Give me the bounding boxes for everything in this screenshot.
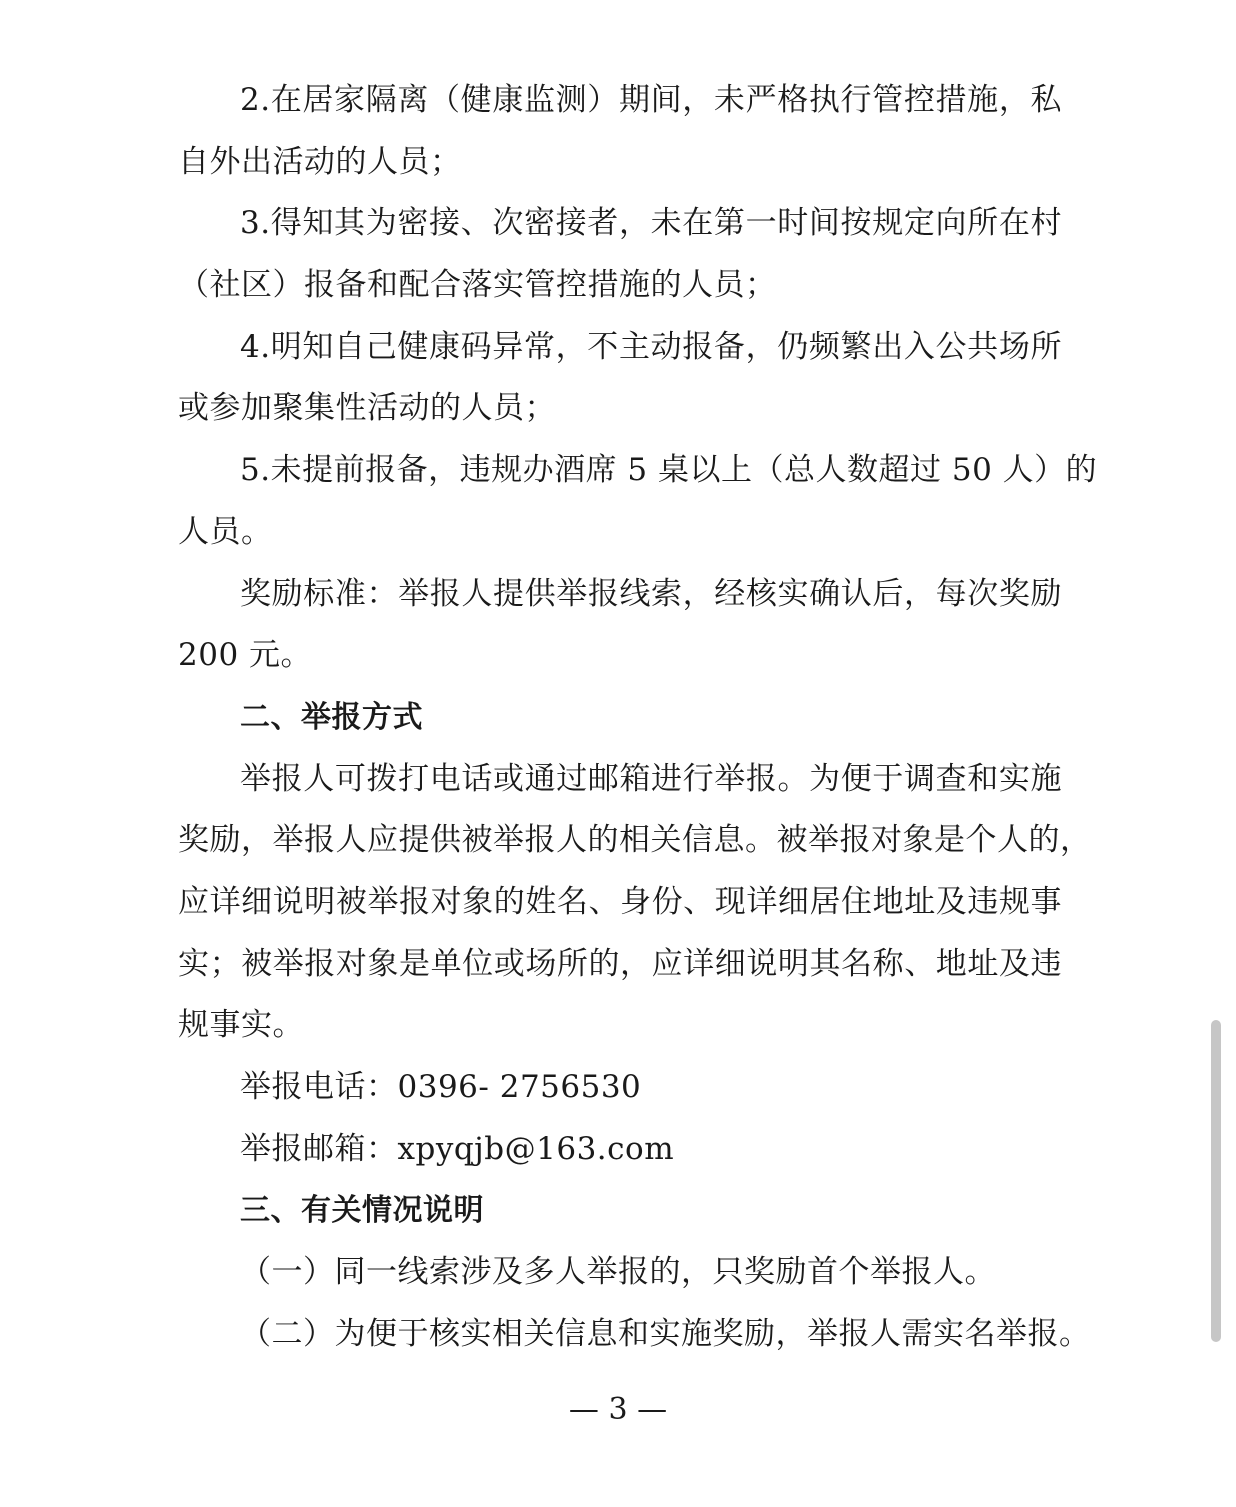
item-3-line-2: （社区）报备和配合落实管控措施的人员； bbox=[178, 267, 777, 304]
section-3-heading: 三、有关情况说明 bbox=[240, 1193, 484, 1229]
item-3-line-1: 3.得知其为密接、次密接者，未在第一时间按规定向所在村 bbox=[240, 205, 1062, 242]
method-line-4: 实；被举报对象是单位或场所的，应详细说明其名称、地址及违 bbox=[178, 945, 1062, 982]
method-line-1: 举报人可拨打电话或通过邮箱进行举报。为便于调查和实施 bbox=[240, 760, 1062, 797]
item-5-line-1: 5.未提前报备，违规办酒席 5 桌以上（总人数超过 50 人）的 bbox=[240, 452, 1098, 489]
method-line-5: 规事实。 bbox=[178, 1007, 304, 1044]
item-2-line-1: 2.在居家隔离（健康监测）期间，未严格执行管控措施，私 bbox=[240, 82, 1062, 118]
item-4-line-2: 或参加聚集性活动的人员； bbox=[178, 390, 556, 427]
section-2-heading: 二、举报方式 bbox=[240, 699, 423, 735]
reward-line-1: 奖励标准：举报人提供举报线索，经核实确认后，每次奖励 bbox=[240, 575, 1062, 612]
phone-line: 举报电话：0396- 2756530 bbox=[240, 1069, 642, 1105]
page-number: — 3 — bbox=[568, 1392, 668, 1427]
email-line: 举报邮箱：xpyqjb@163.com bbox=[240, 1130, 675, 1167]
note-1-line: （一）同一线索涉及多人举报的，只奖励首个举报人。 bbox=[240, 1254, 996, 1291]
note-2-line: （二）为便于核实相关信息和实施奖励，举报人需实名举报。 bbox=[240, 1315, 1091, 1352]
item-4-line-1: 4.明知自己健康码异常，不主动报备，仍频繁出入公共场所 bbox=[240, 328, 1062, 365]
document-page bbox=[178, 70, 1098, 1365]
reward-line-2: 200 元。 bbox=[178, 637, 313, 674]
vertical-scrollbar[interactable] bbox=[1211, 1020, 1221, 1342]
method-line-2: 奖励，举报人应提供被举报人的相关信息。被举报对象是个人的， bbox=[178, 822, 1092, 859]
method-line-3: 应详细说明被举报对象的姓名、身份、现详细居住地址及违规事 bbox=[178, 883, 1062, 920]
item-5-line-2: 人员。 bbox=[178, 513, 273, 550]
item-2-line-2: 自外出活动的人员； bbox=[178, 143, 462, 180]
